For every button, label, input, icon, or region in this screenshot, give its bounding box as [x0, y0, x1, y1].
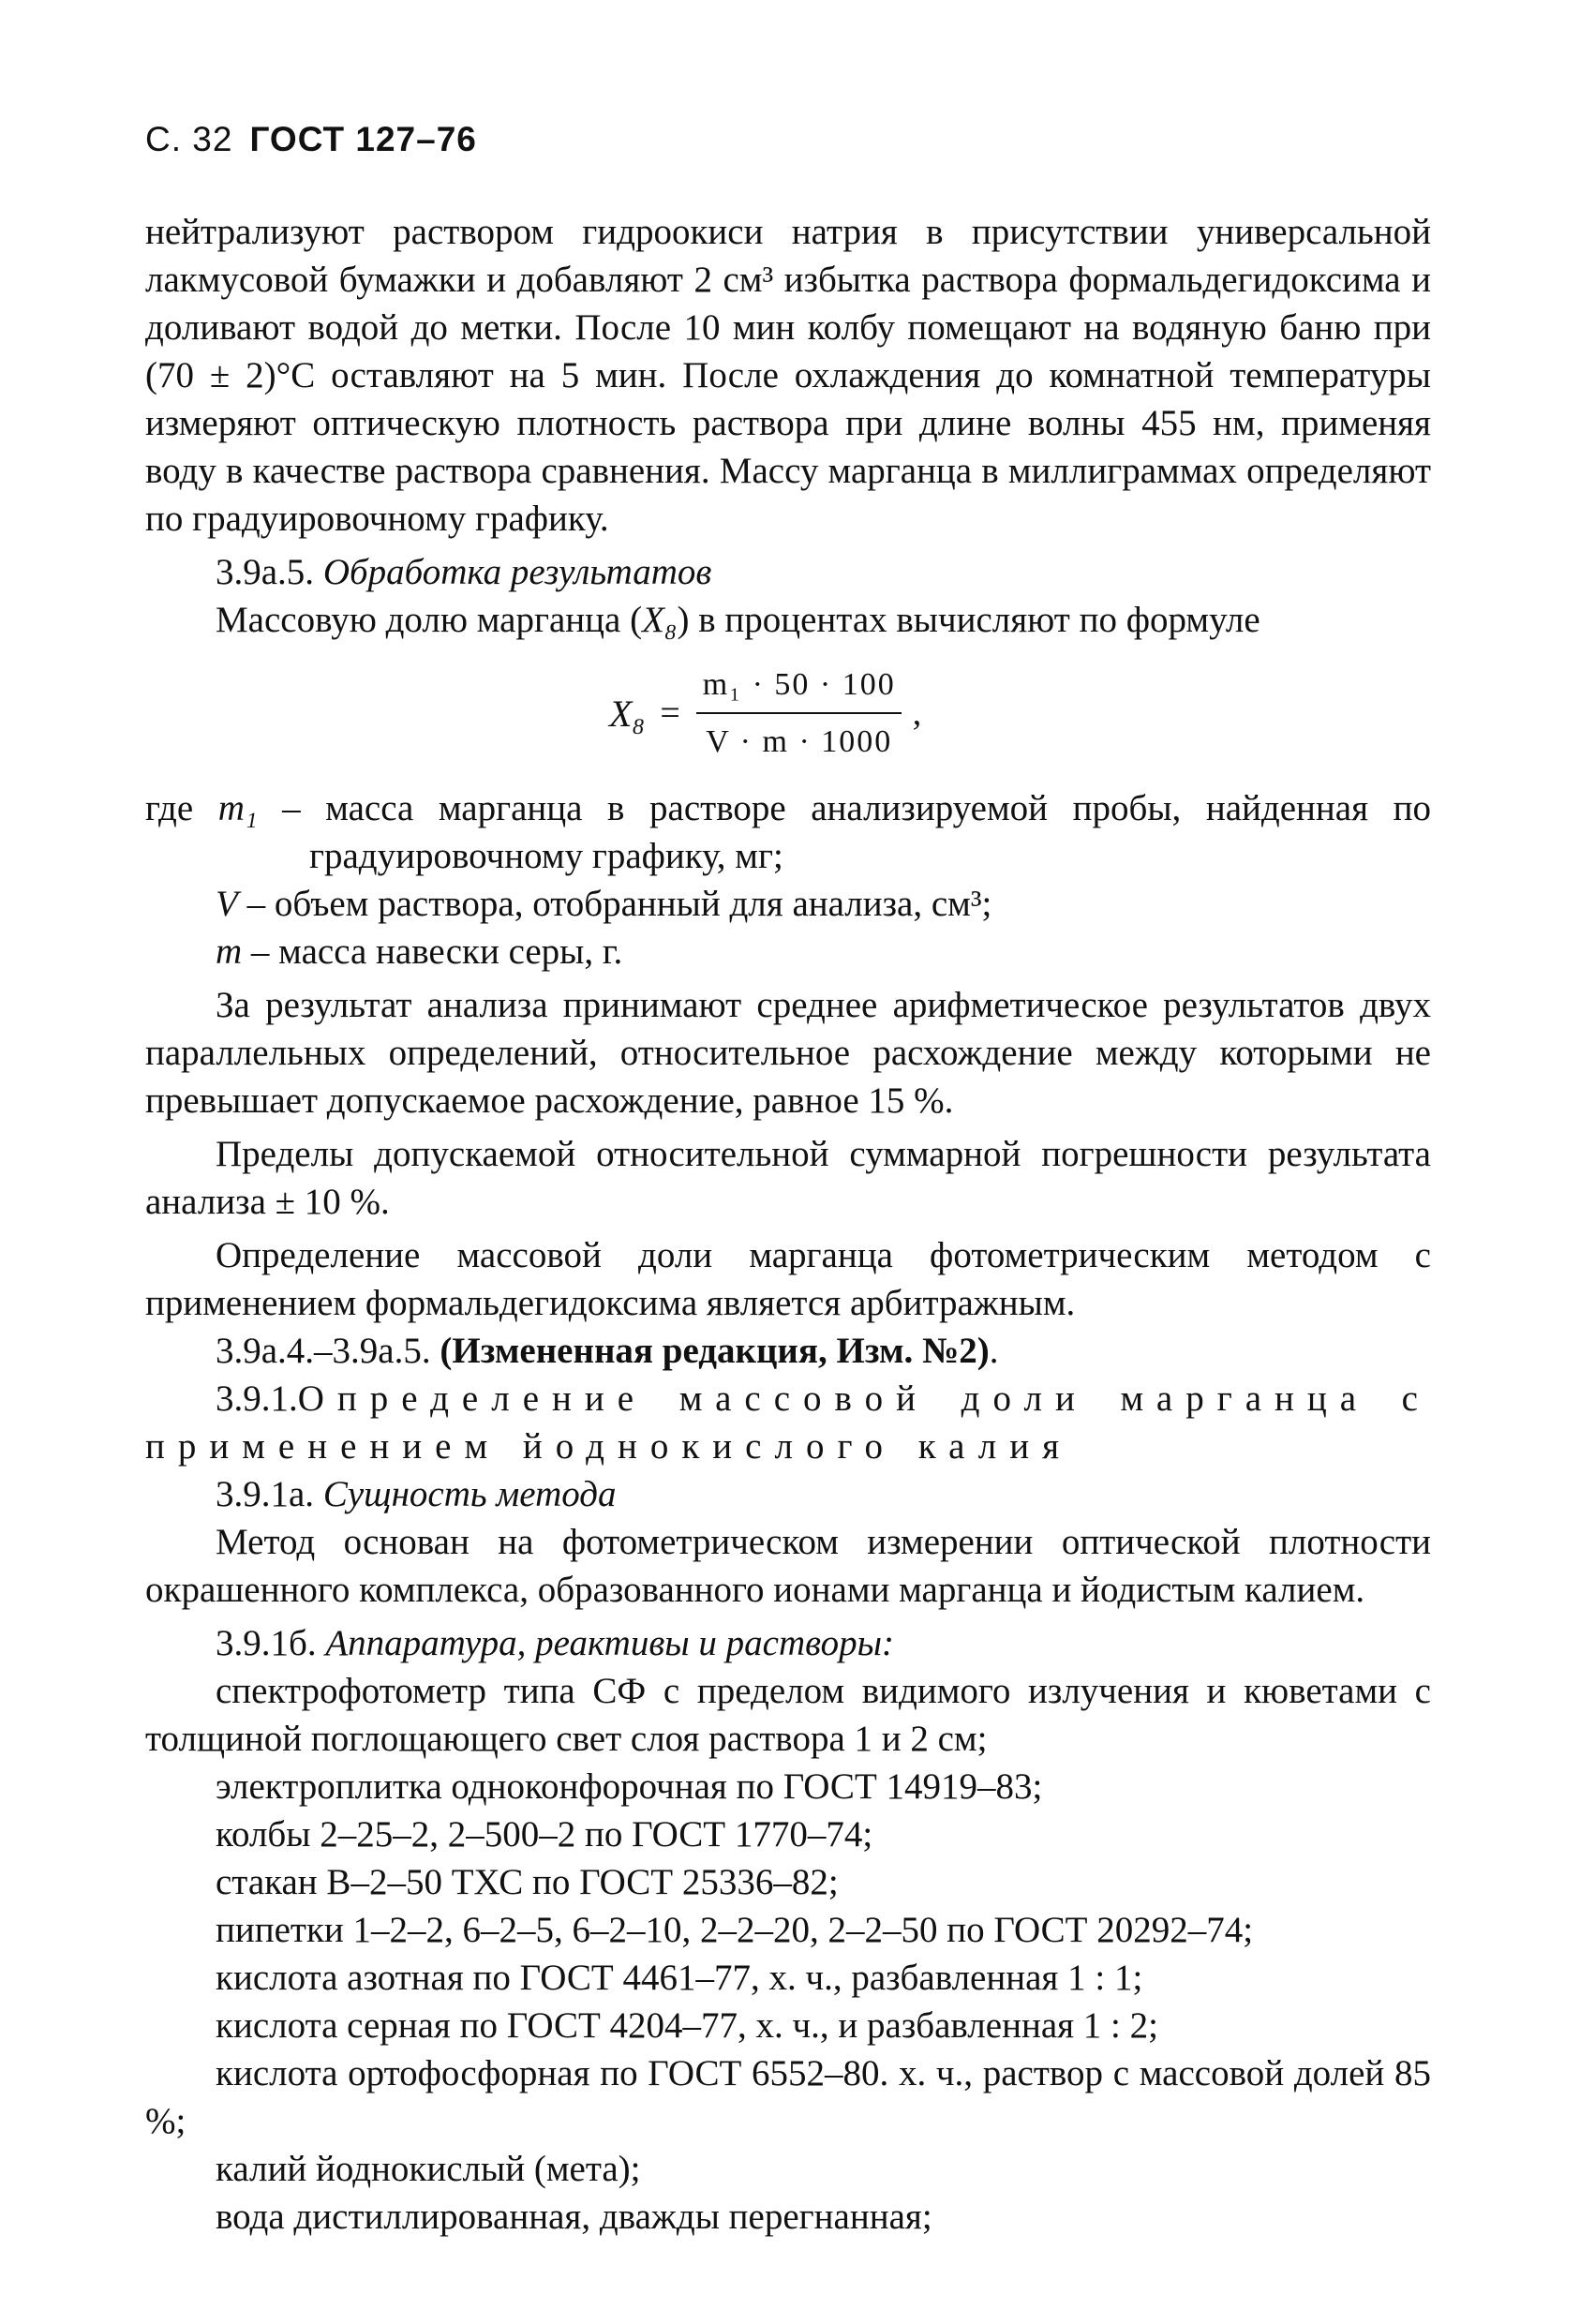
page-header: [145, 120, 477, 159]
definition-v: [145, 880, 1431, 928]
intro-text-b: ) в процентах вычисляют по формуле: [677, 600, 1260, 640]
document-body: [145, 208, 1431, 2241]
formula-intro: [145, 596, 1431, 644]
formula-numerator: m₁ · 50 · 100: [702, 667, 896, 702]
formula-lhs: X₈: [609, 692, 646, 735]
section-heading-395: [145, 548, 1431, 596]
definition-m1: [145, 784, 1431, 880]
section-title: Сущность метода: [322, 1474, 617, 1514]
list-item: пипетки 1–2–2, 6–2–5, 6–2–10, 2–2–20, 2–2–50 по ГОСТ 20292–74;: [216, 1910, 1254, 1950]
list-item: спектрофотометр типа СФ с пределом видимого излучения и кюветами с толщиной поглощающего свет слоя раствора 1 и 2 см;: [145, 1671, 1431, 1759]
section-title-line2: применением йоднокислого калия: [145, 1426, 1073, 1467]
formula-comma: ,: [912, 693, 922, 733]
section-number: 3.9.1б.: [216, 1623, 317, 1663]
section-title: Обработка результатов: [322, 552, 712, 592]
list-item: кислота серная по ГОСТ 4204–77, х. ч., и разбавленная 1 : 2;: [216, 2005, 1158, 2046]
definition-text: – масса марганца в растворе анализируемой пробы, найденная по градуировочному графику, мг;: [282, 788, 1431, 876]
intro-text-a: Массовую долю марганца (: [216, 600, 643, 640]
definition-text: – объем раствора, отобранный для анализа, см³;: [246, 884, 992, 924]
variable-definitions: [145, 784, 1431, 976]
section-title-line1: Определение массовой доли марганца с: [297, 1378, 1431, 1419]
paragraph-error-limits: Пределы допускаемой относительной суммарной погрешности результата анализа ± 10 %.: [145, 1134, 1431, 1222]
section-heading-391b: [145, 1619, 1431, 1667]
formula-block: [145, 644, 1431, 784]
formula-denominator: V · m · 1000: [696, 712, 902, 766]
edit-note-end: .: [989, 1331, 999, 1371]
definition-var: m: [216, 931, 243, 972]
section-number: 3.9.1а.: [216, 1474, 315, 1514]
definition-var: m₁: [217, 788, 258, 828]
section-heading-391a: [145, 1470, 1431, 1518]
list-item: кислота ортофосфорная по ГОСТ 6552–80. х. ч., раствор с массовой долей 85 %;: [145, 2053, 1431, 2141]
list-item: колбы 2–25–2, 2–500–2 по ГОСТ 1770–74;: [216, 1814, 873, 1855]
list-item: калий йоднокислый (мета);: [216, 2149, 641, 2189]
page-number: С. 32: [145, 120, 233, 158]
standard-code: ГОСТ 127–76: [249, 120, 477, 158]
list-item: электроплитка одноконфорочная по ГОСТ 14919–83;: [216, 1766, 1043, 1807]
definition-var: V: [216, 884, 238, 924]
formula-equals: =: [660, 693, 680, 733]
list-item: вода дистиллированная, дважды перегнанная;: [216, 2197, 932, 2237]
edit-note-text: (Измененная редакция, Изм. №2): [440, 1331, 990, 1371]
section-heading-391: [145, 1375, 1431, 1423]
edit-note-range: 3.9а.4.–3.9а.5.: [216, 1331, 431, 1371]
section-number: 3.9а.5.: [216, 552, 315, 592]
paragraph-method: Метод основан на фотометрическом измерении оптической плотности окрашенного комплекса, образованного ионами марганца и йодистым калием.: [145, 1522, 1431, 1610]
equipment-list: [145, 1667, 1431, 2241]
definition-m: [145, 928, 1431, 976]
intro-variable: X₈: [642, 600, 678, 640]
paragraph-arbitration: Определение массовой доли марганца фотометрическим методом с применением формальдегидоксима является арбитражным.: [145, 1235, 1431, 1323]
edit-note: [145, 1327, 1431, 1375]
definition-text: – масса навески серы, г.: [250, 931, 623, 972]
section-heading-391-cont: [145, 1423, 1431, 1470]
where-lead: где: [145, 788, 194, 828]
formula: [609, 661, 921, 766]
list-item: кислота азотная по ГОСТ 4461–77, х. ч., разбавленная 1 : 1;: [216, 1958, 1143, 1998]
section-number: 3.9.1.: [216, 1378, 298, 1419]
formula-fraction: [693, 661, 905, 766]
paragraph-result: За результат анализа принимают среднее арифметическое результатов двух параллельных определений, относительное расхождение между которыми не превышает допускаемое расхождение, равное 15 %.: [145, 985, 1431, 1121]
section-title: Аппаратура, реактивы и растворы:: [325, 1623, 894, 1663]
paragraph-continuation: нейтрализуют раствором гидроокиси натрия в присутствии универсальной лакмусовой бумажки и добавляют 2 см³ избытка раствора формальдегидоксима и доливают водой до метки. После 10 мин колбу помещают на водяную баню при (70 ± 2)°С оставляют на 5 мин. После охлаждения до комнатной температуры измеряют оптическую плотность раствора при длине волны 455 нм, применяя воду в качестве раствора сравнения. Массу марганца в миллиграммах определяют по градуировочному графику.: [145, 212, 1431, 539]
list-item: стакан В–2–50 ТХС по ГОСТ 25336–82;: [216, 1862, 839, 1902]
